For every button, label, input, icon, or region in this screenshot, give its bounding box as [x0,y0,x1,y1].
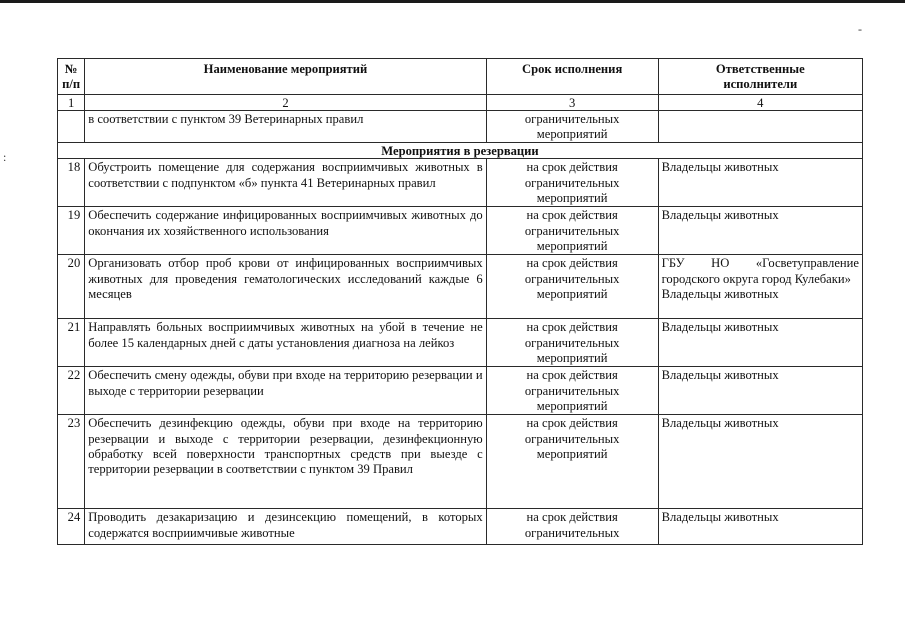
table-row [58,319,863,367]
row-num: 24 [58,509,85,545]
column-number-row [58,95,863,111]
row-resp: Владельцы животных [658,509,862,545]
col-number-1: 1 [58,95,85,111]
row-resp: Владельцы животных [658,415,862,509]
row-name: в соответствии с пунктом 39 Ветеринарных правил [85,111,486,143]
row-resp: Владельцы животных [658,159,862,207]
table-row [58,255,863,319]
table-row [58,207,863,255]
row-term: на срок действия ограничительных мероприятий [486,415,658,509]
row-resp [658,111,862,143]
header-resp: Ответственные исполнители [658,59,862,95]
row-num [58,111,85,143]
row-name: Обеспечить смену одежды, обуви при входе на территорию резервации и выходе с территории резервации [85,367,486,415]
section-title: Мероприятия в резервации [58,143,863,159]
row-term: на срок действия ограничительных мероприятий [486,207,658,255]
header-num: № п/п [58,59,85,95]
row-term: ограничительных мероприятий [486,111,658,143]
row-name: Проводить дезакаризацию и дезинсекцию помещений, в которых содержатся восприимчивые животные [85,509,486,545]
table-row [58,159,863,207]
row-name: Обеспечить дезинфекцию одежды, обуви при входе на территорию резервации и выходе с территории резервации, дезинфекционную обработку всей поверхности транспортных средств при выезде с территории резервации в соответствии с пунктом 39 Правил [85,415,486,509]
row-term: на срок действия ограничительных мероприятий [486,159,658,207]
row-resp: Владельцы животных [658,367,862,415]
row-name: Обустроить помещение для содержания восприимчивых животных в соответствии с подпунктом «б» пункта 41 Ветеринарных правил [85,159,486,207]
row-term: на срок действия ограничительных мероприятий [486,319,658,367]
section-row [58,143,863,159]
table-row [58,509,863,545]
measures-table [57,58,863,545]
row-name: Обеспечить содержание инфицированных восприимчивых животных до окончания их хозяйственного использования [85,207,486,255]
row-resp: Владельцы животных [658,319,862,367]
row-term: на срок действия ограничительных мероприятий [486,367,658,415]
scan-mark-side: : [3,150,7,164]
table-header-row [58,59,863,95]
table-row [58,367,863,415]
col-number-3: 3 [486,95,658,111]
header-term: Срок исполнения [486,59,658,95]
row-num: 22 [58,367,85,415]
row-num: 20 [58,255,85,319]
row-num: 21 [58,319,85,367]
row-resp: ГБУ НО «Госветуправление городского округа город Кулебаки» Владельцы животных [658,255,862,319]
row-name: Направлять больных восприимчивых животных на убой в течение не более 15 календарных дней с даты установления диагноза на лейкоз [85,319,486,367]
top-border-line [0,0,905,3]
header-name: Наименование мероприятий [85,59,486,95]
row-term: на срок действия ограничительных мероприятий [486,255,658,319]
row-num: 19 [58,207,85,255]
col-number-4: 4 [658,95,862,111]
row-name: Организовать отбор проб крови от инфицированных восприимчивых животных для проведения гематологических исследований каждые 6 месяцев [85,255,486,319]
row-num: 18 [58,159,85,207]
row-term: на срок действия ограничительных [486,509,658,545]
table-row [58,415,863,509]
row-num: 23 [58,415,85,509]
table-row-continuation [58,111,863,143]
col-number-2: 2 [85,95,486,111]
row-resp: Владельцы животных [658,207,862,255]
scan-mark-top-right: - [858,22,862,36]
